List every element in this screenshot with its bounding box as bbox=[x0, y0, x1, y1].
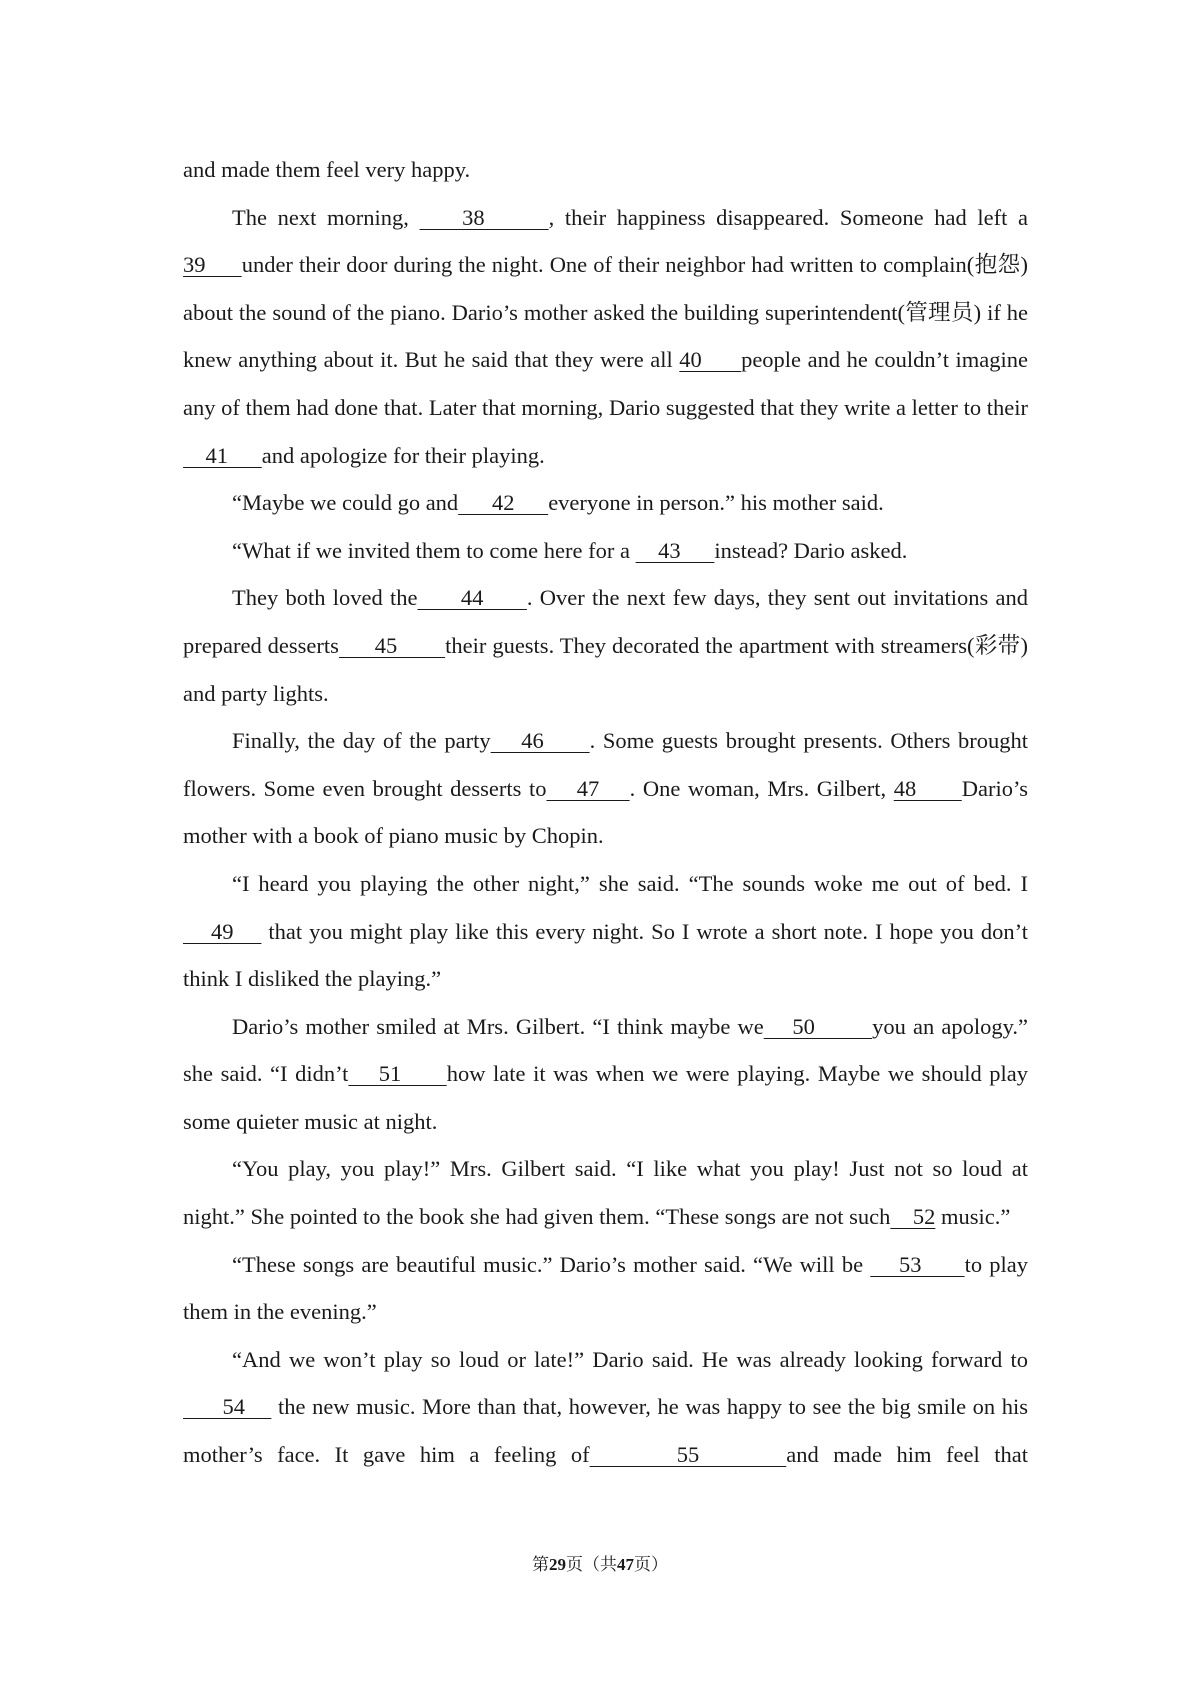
text-run: , their happiness disappeared. Someone had left a bbox=[548, 204, 1029, 230]
text-run: you an apology.” she said. “I didn’t bbox=[183, 1013, 1029, 1087]
footer-suffix: 页） bbox=[634, 1555, 668, 1575]
text-run: “You play, you play!” Mrs. Gilbert said. “I like what you play! Just not so loud at night.” She pointed to the book she had given them. “These songs are not such bbox=[183, 1156, 1028, 1230]
paragraph bbox=[183, 146, 1028, 194]
footer-middle: 页（共 bbox=[566, 1555, 617, 1575]
text-run: everyone in person.” his mother said. bbox=[548, 490, 884, 516]
answer-blank: 53 bbox=[870, 1251, 965, 1277]
text-run: instead? Dario asked. bbox=[714, 537, 908, 563]
paragraph bbox=[183, 860, 1028, 1003]
answer-blank: 51 bbox=[348, 1061, 447, 1087]
text-run: and made them feel very happy. bbox=[183, 157, 471, 182]
answer-blank: 42 bbox=[458, 490, 549, 516]
text-run: “What if we invited them to come here for a bbox=[232, 537, 636, 563]
answer-blank: 45 bbox=[338, 632, 446, 658]
text-run: people and he couldn’t imagine any of them had done that. Later that morning, Dario suggested that they write a letter to their bbox=[183, 347, 1028, 420]
paragraph bbox=[183, 574, 1028, 717]
footer-prefix: 第 bbox=[532, 1555, 549, 1575]
paragraph bbox=[183, 717, 1028, 860]
paragraph bbox=[183, 1336, 1028, 1479]
answer-blank: 48 bbox=[893, 775, 962, 801]
paragraph bbox=[183, 194, 1028, 480]
answer-blank: 43 bbox=[635, 537, 715, 563]
answer-blank: 49 bbox=[183, 918, 262, 944]
answer-blank: 41 bbox=[183, 442, 262, 468]
text-run: to play them in the evening.” bbox=[183, 1251, 1028, 1325]
footer-total-pages: 47 bbox=[617, 1555, 634, 1574]
text-run: Finally, the day of the party bbox=[232, 728, 491, 754]
text-run: “Maybe we could go and bbox=[232, 490, 459, 516]
text-run: and made him feel that bbox=[786, 1442, 1029, 1468]
text-run: Dario’s mother with a book of piano music by Chopin. bbox=[183, 775, 1028, 849]
text-run: their guests. They decorated the apartment with streamers(彩带) and party lights. bbox=[183, 632, 1029, 706]
answer-blank: 52 bbox=[890, 1204, 936, 1230]
text-run: . Over the next few days, they sent out invitations and prepared desserts bbox=[183, 585, 1028, 658]
paragraph bbox=[183, 479, 1028, 527]
answer-blank: 54 bbox=[183, 1394, 272, 1420]
text-run: “These songs are beautiful music.” Dario’s mother said. “We will be bbox=[232, 1251, 871, 1277]
text-run: that you might play like this every night. So I wrote a short note. I hope you don’t think I disliked the playing.” bbox=[183, 918, 1028, 992]
passage-text bbox=[183, 146, 1028, 1479]
answer-blank: 40 bbox=[679, 347, 742, 373]
text-run: . One woman, Mrs. Gilbert, bbox=[629, 775, 894, 801]
answer-blank: 39 bbox=[183, 252, 242, 278]
text-run: “I heard you playing the other night,” she said. “The sounds woke me out of bed. I bbox=[232, 870, 1028, 896]
text-run: and apologize for their playing. bbox=[261, 442, 545, 468]
text-run: Dario’s mother smiled at Mrs. Gilbert. “I think maybe we bbox=[232, 1013, 764, 1039]
answer-blank: 50 bbox=[763, 1013, 873, 1039]
paragraph bbox=[183, 1145, 1028, 1240]
page-footer bbox=[0, 1553, 1200, 1577]
text-run: how late it was when we were playing. Maybe we should play some quieter music at night. bbox=[183, 1061, 1029, 1134]
paragraph bbox=[183, 1003, 1028, 1146]
answer-blank: 46 bbox=[490, 728, 590, 754]
footer-page-number: 29 bbox=[549, 1555, 566, 1574]
answer-blank: 47 bbox=[546, 775, 630, 801]
paragraph bbox=[183, 527, 1028, 575]
text-run: “And we won’t play so loud or late!” Dario said. He was already looking forward to bbox=[232, 1346, 1028, 1372]
text-run: music.” bbox=[935, 1204, 1011, 1230]
text-run: The next morning, bbox=[232, 204, 420, 230]
answer-blank: 44 bbox=[417, 585, 527, 611]
answer-blank: 55 bbox=[589, 1442, 787, 1468]
text-run: . Some guests brought presents. Others brought flowers. Some even brought desserts to bbox=[183, 728, 1028, 801]
paragraph bbox=[183, 1241, 1028, 1336]
text-run: They both loved the bbox=[232, 585, 418, 611]
text-run: the new music. More than that, however, he was happy to see the big smile on his mother’s face. It gave him a feeling of bbox=[183, 1394, 1028, 1468]
text-run: under their door during the night. One of their neighbor had written to complain(抱怨) about the sound of the piano. Dario’s mother asked the building superintendent(管理员) if he knew anything about it. But he said that they were all bbox=[183, 252, 1028, 373]
answer-blank: 38 bbox=[419, 204, 549, 230]
